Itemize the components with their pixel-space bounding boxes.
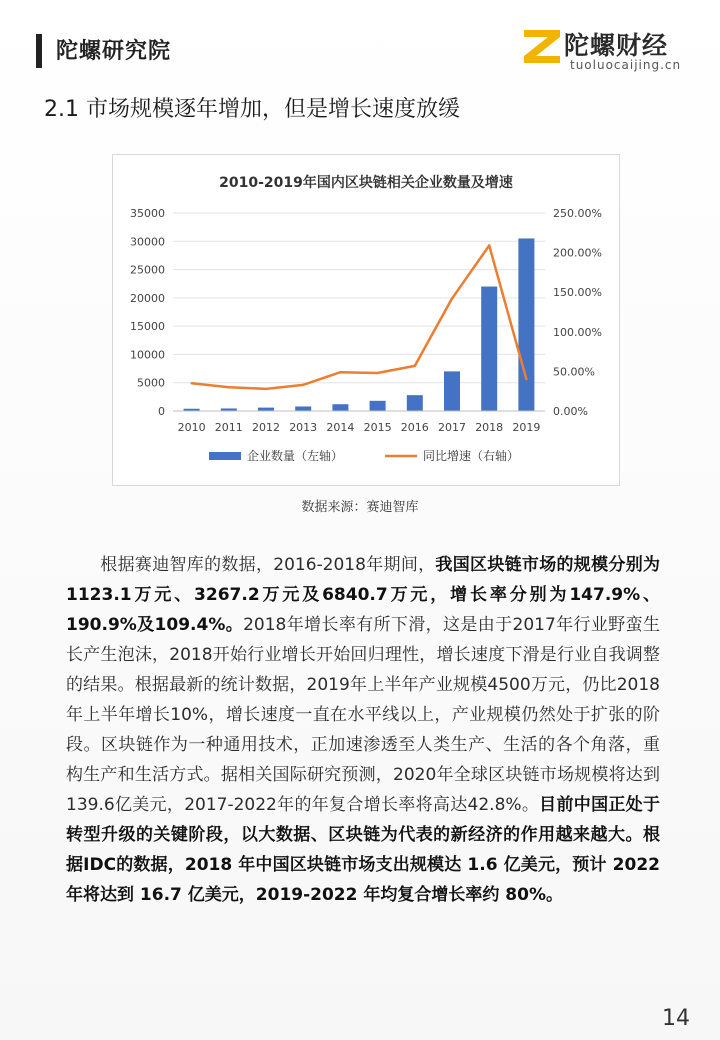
bar-2019 [518,238,534,411]
right-tick-label: 0.00% [553,405,588,418]
left-tick-label: 15000 [130,320,165,334]
combo-chart [113,155,619,485]
left-tick-label: 35000 [130,207,165,220]
growth-point-2017 [451,297,453,299]
growth-point-2016 [414,365,416,367]
left-tick-label: 25000 [130,263,165,277]
right-tick-label: 100.00% [553,325,602,339]
page-number: 14 [662,1006,690,1031]
bar-2017 [444,371,460,411]
data-source: 数据来源：赛迪智库 [301,500,419,515]
legend-bar-swatch [209,452,241,460]
paragraph-text-1: 根据赛迪智库的数据，2016-2018年期间， [100,555,436,575]
body-paragraph [66,550,660,910]
bar-2014 [332,404,348,411]
right-tick-label: 150.00% [553,286,602,300]
left-tick-label: 20000 [130,291,165,305]
legend-bar-label: 企业数量（左轴） [247,449,344,463]
bar-2012 [258,408,274,411]
growth-point-2019 [525,378,527,380]
section-title: 2.1 市场规模逐年增加，但是增长速度放缓 [44,97,460,122]
chart-container [112,154,620,486]
left-tick-label: 30000 [130,235,165,249]
x-tick-label: 2017 [438,421,466,434]
x-tick-label: 2011 [214,421,243,434]
x-tick-label: 2013 [289,421,318,434]
right-tick-label: 50.00% [553,365,595,379]
x-tick-label: 2018 [475,421,504,434]
paragraph-bold-1: 我国区块链市场的规模分别为1123.1万元、3267.2万元及6840.7万元，增长率分别为147.9%、190.9%及109.4%。 [66,555,660,635]
left-tick-label: 5000 [137,376,165,390]
growth-point-2018 [488,244,490,246]
bar-2018 [481,287,497,411]
brand-cn: 陀螺财经 [564,31,669,60]
left-tick-label: 10000 [130,348,165,362]
right-tick-label: 250.00% [553,207,602,220]
x-tick-label: 2014 [326,421,355,434]
x-tick-label: 2019 [512,421,541,434]
org-name: 陀螺研究院 [56,39,172,64]
logo-z-icon [520,24,564,68]
growth-point-2011 [228,386,230,388]
x-tick-label: 2012 [252,421,280,434]
bar-2013 [295,406,311,411]
growth-point-2014 [339,371,341,373]
chart-title: 2010-2019年国内区块链相关企业数量及增速 [219,175,513,191]
brand-en: tuoluocaijing.cn [570,58,682,72]
legend-line-label: 同比增速（右轴） [423,449,520,463]
x-tick-label: 2016 [400,421,429,434]
paragraph-text-2: 2018年增长率有所下滑，这是由于2017年行业野蛮生长产生泡沫，2018开始行业增长开始回归理性，增长速度下滑是行业自我调整的结果。根据最新的统计数据，2019年上半年产业规模4500万元，仍比2018年上半年增长10%，增长速度一直在水平线以上，产业规模仍然处于扩张的阶段。区块链作为一种通用技术，正加速渗透至人类生产、生活的各个角落，重构生产和生活方式。据相关国际研究预测，2020年全球区块链市场规模将达到139.6亿美元，2017-2022年的年复合增长率将高达42.8%。 [66,615,660,815]
bar-2016 [407,395,423,411]
x-tick-label: 2015 [363,421,392,434]
x-tick-label: 2010 [177,421,206,434]
growth-point-2013 [302,384,304,386]
growth-rate-line [192,245,527,388]
bar-2015 [370,401,386,411]
growth-point-2010 [190,382,192,384]
header-accent-bar [36,34,42,68]
left-tick-label: 0 [158,405,165,418]
right-tick-label: 200.00% [553,246,602,260]
growth-point-2012 [265,388,267,390]
brand-logo [520,22,690,80]
growth-point-2015 [376,372,378,374]
paragraph-bold-2: 目前中国正处于转型升级的关键阶段，以大数据、区块链为代表的新经济的作用越来越大。根据IDC的数据，2018 年中国区块链市场支出规模达 1.6 亿美元，预计 2022 年将达到 16.7 亿美元，2019-2022 年均复合增长率约 80%。 [66,795,660,905]
